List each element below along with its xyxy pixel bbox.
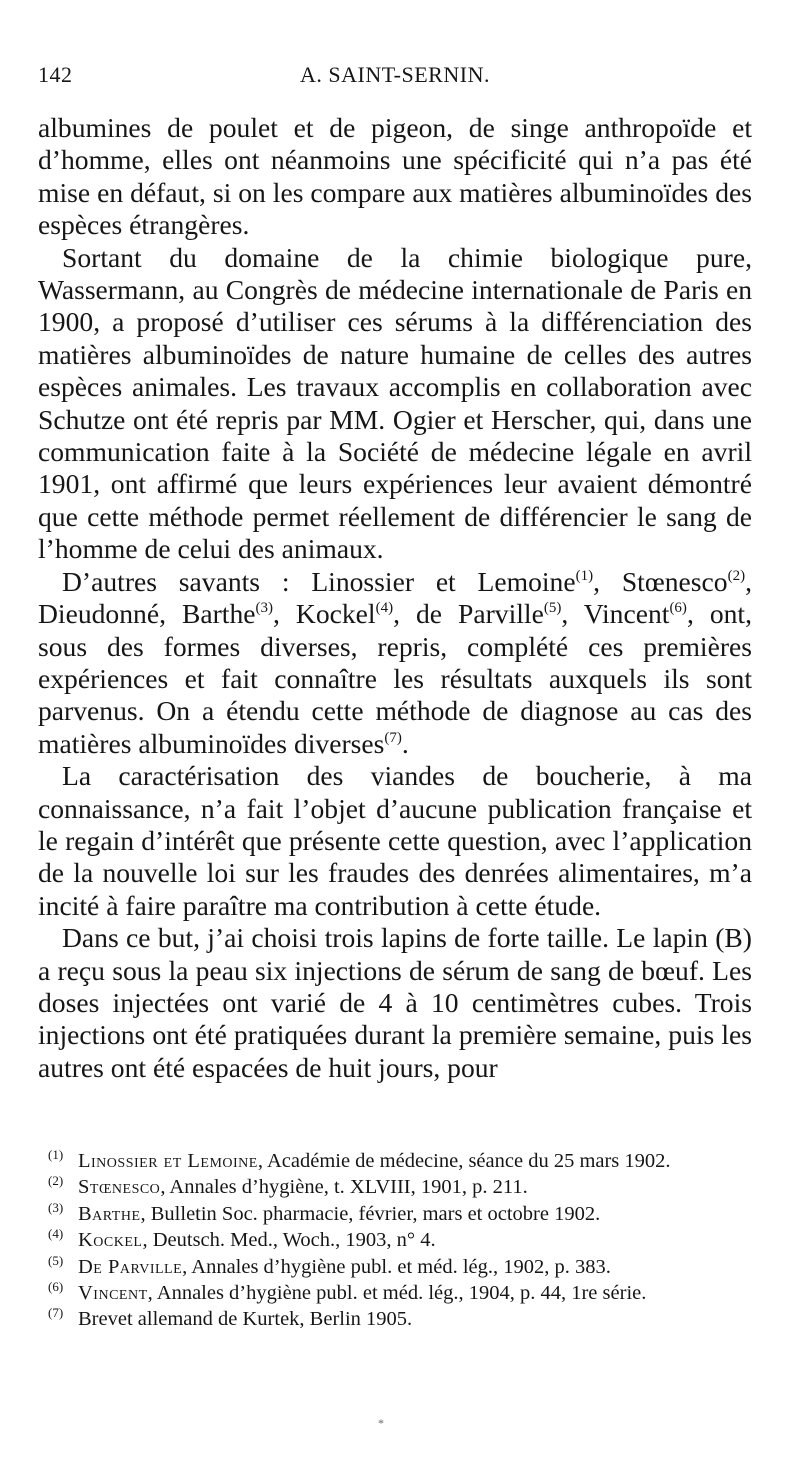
footnote-author: Barthe	[78, 1202, 141, 1225]
footnote-reference: , Annales d’hygiène publ. et méd. lég., 1904, p. 44, 1re série.	[147, 1282, 647, 1305]
paragraph-with-footnote-refs	[38, 566, 752, 760]
footnote: (3) Barthe, Bulletin Soc. pharmacie, février, mars et octobre 1902.	[48, 1199, 601, 1225]
text-run: , Dieudonné, Barthe	[38, 565, 752, 630]
paragraph: albumines de poulet et de pigeon, de singe anthropoïde et d’homme, elles ont néanmoins une spécificité qui n’a pas été mise en défaut, si on les compare aux matières albuminoïdes des espèces étrangères.	[38, 112, 752, 241]
body-text	[38, 112, 752, 1084]
footnote-author: De Parville	[78, 1255, 183, 1278]
paragraph: Sortant du domaine de la chimie biologique pure, Wassermann, au Congrès de médecine internationale de Paris en 1900, a proposé d’utiliser ces sérums à la différenciation des matières albuminoïdes de nature humaine de celles des autres espèces animales. Les travaux accomplis en collaboration avec Schutze ont été repris par MM. Ogier et Herscher, qui, dans une communication faite à la Société de médecine légale en avril 1901, ont affirmé que leurs expériences leur avaient démontré que cette méthode permet réellement de différencier le sang de l’homme de celui des animaux.	[38, 241, 752, 565]
footnote-ref: (5)	[543, 600, 562, 617]
text-run: , Kockel	[273, 598, 376, 630]
footnote: (5) De Parville, Annales d’hygiène publ. et méd. lég., 1902, p. 383.	[48, 1252, 611, 1278]
running-title: A. SAINT-SERNIN.	[300, 62, 490, 87]
footnote-ref: (4)	[375, 600, 394, 617]
footnote-author: Linossier et Lemoine	[78, 1150, 258, 1172]
footnote-ref: (3)	[255, 600, 274, 617]
text-run: D’autres savants : Linossier et Lemoine	[62, 565, 576, 597]
footnote-ref: (6)	[669, 600, 687, 617]
footnote-ref: (1)	[575, 567, 594, 584]
stray-mark: *	[378, 1416, 384, 1430]
footnote-reference: , Deutsch. Med., Woch., 1903, n° 4.	[142, 1229, 436, 1252]
footnote: (1) Linossier et Lemoine, Académie de médecine, séance du 25 mars 1902.	[48, 1147, 671, 1172]
footnote: (4) Kockel, Deutsch. Med., Woch., 1903, n° 4.	[48, 1226, 436, 1252]
footnote-reference: , Académie de médecine, séance du 25 mars 1902.	[257, 1150, 671, 1172]
page-header	[38, 62, 752, 96]
footnote-ref: (7)	[384, 729, 402, 746]
text-run: , ont, sous des formes diverses, repris, complété ces premières expériences et fait connaître les résultats auxquels ils sont parvenus. On a étendu cette méthode de diagnose au cas des matières albuminoïdes diverses	[38, 598, 752, 759]
footnote: (2) Stœnesco, Annales d’hygiène, t. XLVIII, 1901, p. 211.	[48, 1173, 528, 1199]
text-run: , de Parville	[393, 598, 544, 630]
footnote-reference: Brevet allemand de Kurtek, Berlin 1905.	[78, 1308, 413, 1331]
page-number: 142	[38, 62, 73, 87]
footnote-reference: , Annales d’hygiène, t. XLVIII, 1901, p. 211.	[160, 1176, 528, 1199]
text-run: , Stœnesco	[593, 565, 728, 597]
footnote: (6) Vincent, Annales d’hygiène publ. et méd. lég., 1904, p. 44, 1re série.	[48, 1279, 647, 1305]
footnotes	[48, 1148, 748, 1333]
footnote-reference: , Bulletin Soc. pharmacie, février, mars et octobre 1902.	[140, 1202, 601, 1225]
footnote-author: Stœnesco	[78, 1176, 161, 1199]
paragraph: La caractérisation des viandes de boucherie, à ma connaissance, n’a fait l’objet d’aucune publication française et le regain d’intérêt que présente cette question, avec l’application de la nouvelle loi sur les fraudes des denrées alimentaires, m’a incité à faire paraître ma contribution à cette étude.	[38, 760, 752, 921]
text-run: , Vincent	[561, 598, 670, 630]
text-run: .	[401, 727, 409, 759]
footnote: (7) Brevet allemand de Kurtek, Berlin 1905.	[48, 1305, 413, 1331]
footnote-reference: , Annales d’hygiène publ. et méd. lég., 1902, p. 383.	[182, 1255, 611, 1278]
footnote-author: Vincent	[78, 1282, 148, 1305]
footnote-ref: (2)	[727, 567, 746, 584]
paragraph: Dans ce but, j’ai choisi trois lapins de forte taille. Le lapin (B) a reçu sous la peau six injections de sérum de sang de bœuf. Les doses injectées ont varié de 4 à 10 centimètres cubes. Trois injections ont été pratiquées durant la première semaine, puis les autres ont été espacées de huit jours, pour	[38, 922, 752, 1083]
footnote-author: Kockel	[78, 1229, 143, 1252]
